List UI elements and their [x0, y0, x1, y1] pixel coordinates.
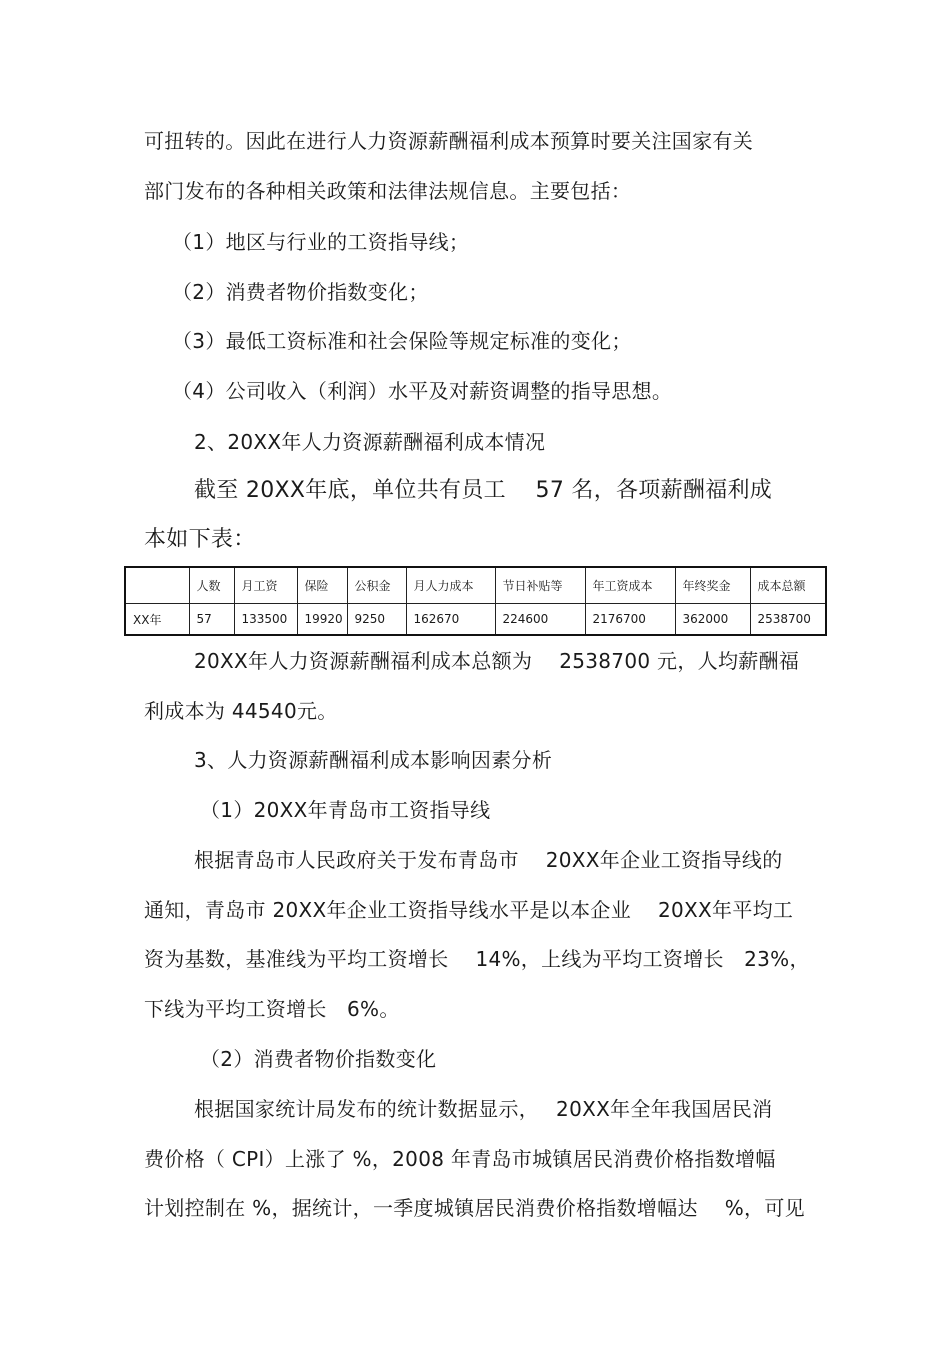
- table-header-cell: 保险: [297, 567, 347, 604]
- table-header-cell: 月工资: [234, 567, 297, 604]
- table-cell: XX年: [125, 604, 189, 636]
- table-header-cell: 成本总额: [750, 567, 826, 604]
- table-header-cell: 年工资成本: [585, 567, 675, 604]
- paragraph-line: 资为基数，基准线为平均工资增长 14%，上线为平均工资增长 23%，: [144, 947, 810, 971]
- table-cell: 2176700: [585, 604, 675, 636]
- paragraph-line: 根据青岛市人民政府关于发布青岛市 20XX年企业工资指导线的: [194, 848, 783, 872]
- list-item: （3）最低工资标准和社会保险等规定标准的变化；: [172, 329, 632, 353]
- table-cell: 57: [189, 604, 234, 636]
- table-cell: 2538700: [750, 604, 826, 636]
- table-header-cell: 节日补贴等: [495, 567, 585, 604]
- table-cell: 9250: [347, 604, 406, 636]
- table-cell: 224600: [495, 604, 585, 636]
- paragraph-line: 可扭转的。因此在进行人力资源薪酬福利成本预算时要关注国家有关: [144, 129, 753, 153]
- paragraph-line: 部门发布的各种相关政策和法律法规信息。主要包括：: [144, 179, 632, 203]
- paragraph-line: 20XX年人力资源薪酬福利成本总额为 2538700 元，人均薪酬福: [194, 649, 800, 673]
- paragraph-line: 通知，青岛市 20XX年企业工资指导线水平是以本企业 20XX年平均工: [144, 898, 794, 922]
- table-cell: 19920: [297, 604, 347, 636]
- paragraph-line: 利成本为 44540元。: [144, 699, 338, 723]
- table-cell: 362000: [675, 604, 750, 636]
- list-item: （1）地区与行业的工资指导线；: [172, 230, 470, 254]
- table-row: [125, 604, 826, 636]
- table-header-cell: 年终奖金: [675, 567, 750, 604]
- paragraph-line: 下线为平均工资增长 6%。: [144, 997, 400, 1021]
- salary-cost-table: [124, 566, 827, 636]
- paragraph-line: 费价格（ CPI）上涨了 %，2008 年青岛市城镇居民消费价格指数增幅: [144, 1147, 776, 1171]
- paragraph-line: 根据国家统计局发布的统计数据显示， 20XX年全年我国居民消: [194, 1097, 773, 1121]
- list-item: （4）公司收入（利润）水平及对薪资调整的指导思想。: [172, 379, 673, 403]
- paragraph-line: 本如下表：: [144, 527, 256, 552]
- table-header-cell: [125, 567, 189, 604]
- subsection-heading: （2）消费者物价指数变化: [200, 1047, 437, 1071]
- section-heading: 3、人力资源薪酬福利成本影响因素分析: [194, 748, 553, 772]
- table-header-cell: 公积金: [347, 567, 406, 604]
- paragraph-line: 计划控制在 %，据统计，一季度城镇居民消费价格指数增幅达 %，可见: [144, 1196, 805, 1220]
- table-header-cell: 月人力成本: [406, 567, 495, 604]
- paragraph-line: 截至 20XX年底，单位共有员工 57 名，各项薪酬福利成: [194, 478, 773, 503]
- table-cell: 133500: [234, 604, 297, 636]
- table-cell: 162670: [406, 604, 495, 636]
- list-item: （2）消费者物价指数变化；: [172, 280, 429, 304]
- table-header-row: [125, 567, 826, 604]
- subsection-heading: （1）20XX年青岛市工资指导线: [200, 798, 491, 822]
- table-header-cell: 人数: [189, 567, 234, 604]
- section-heading: 2、20XX年人力资源薪酬福利成本情况: [194, 430, 546, 454]
